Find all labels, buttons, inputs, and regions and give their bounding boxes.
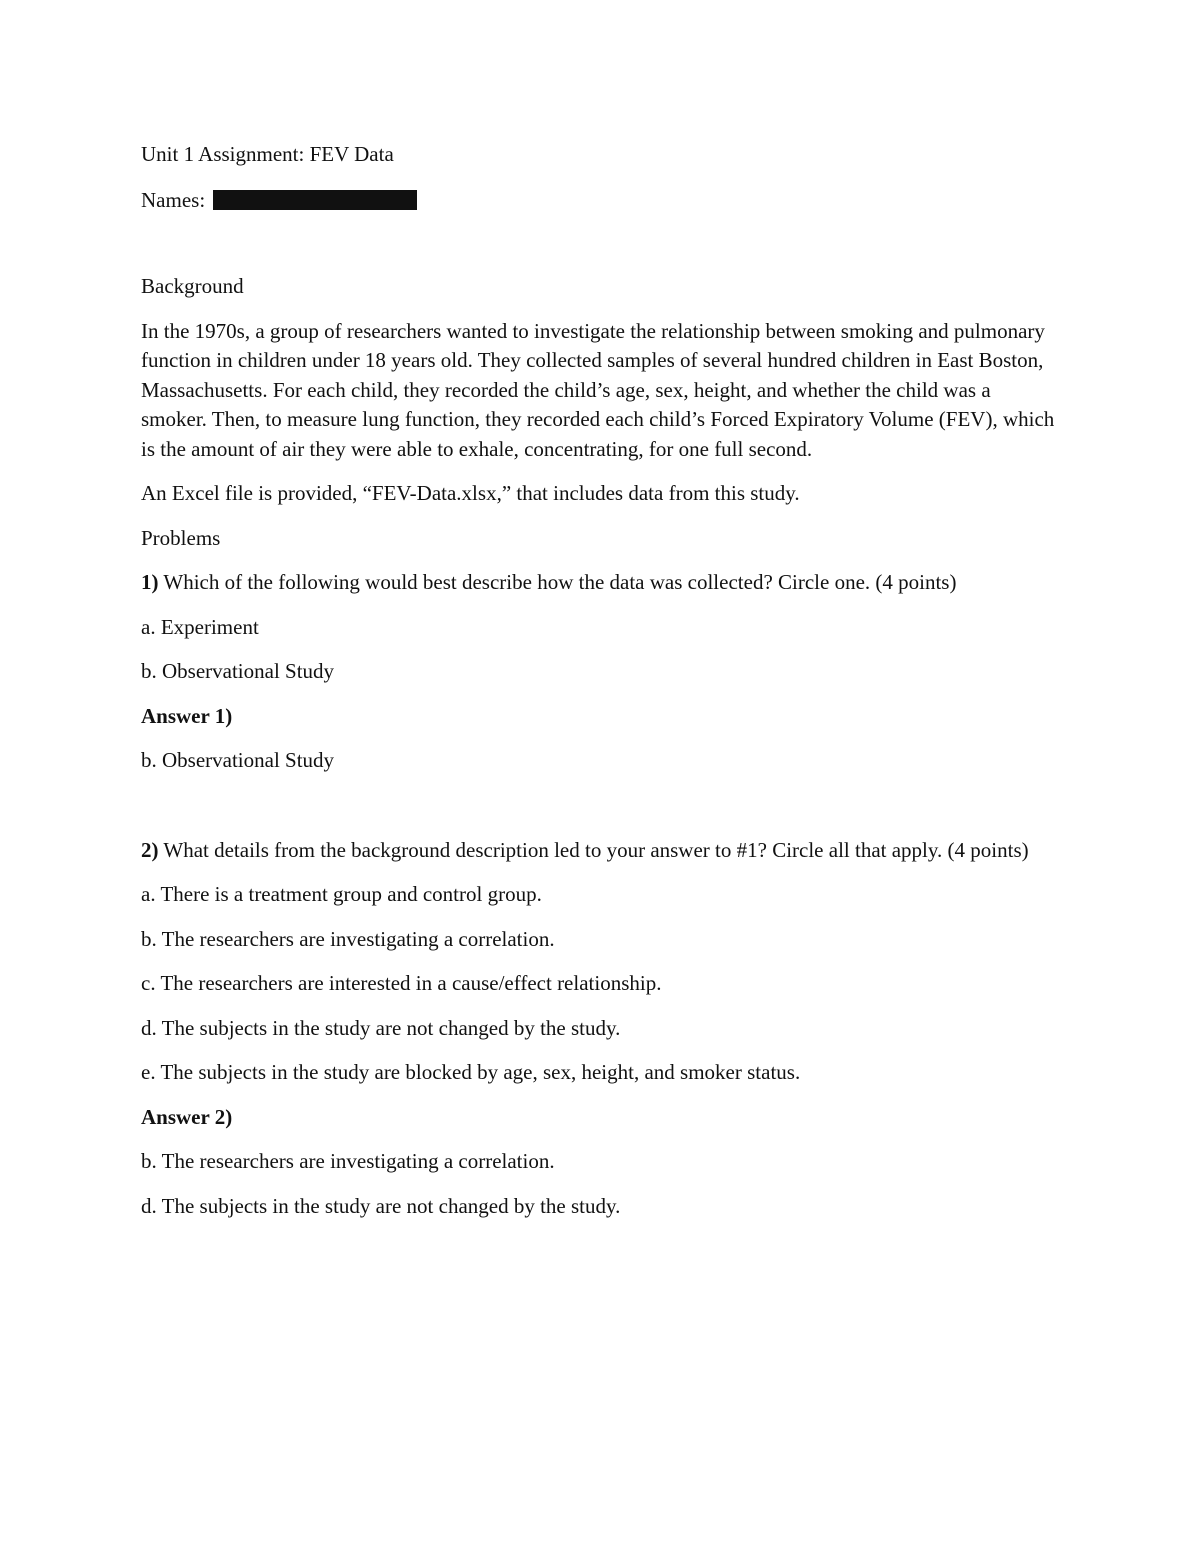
question-2-number: 2) [141, 837, 159, 862]
background-heading: Background [141, 274, 244, 298]
assignment-title: Unit 1 Assignment: FEV Data [141, 142, 394, 166]
question-2-option-e: e. The subjects in the study are blocked by age, sex, height, and smoker status. [141, 1060, 801, 1084]
document-body [141, 140, 1061, 1236]
question-1 [141, 568, 1061, 598]
answer-2-choice-d: d. The subjects in the study are not changed by the study. [141, 1193, 621, 1218]
answer-2-choice-b: b. The researchers are investigating a correlation. [141, 1149, 555, 1173]
answer-1-choice: b. Observational Study [141, 748, 335, 772]
question-2-option-a: a. There is a treatment group and control group. [141, 882, 542, 906]
question-1-option-a: a. Experiment [141, 614, 259, 639]
names-line [141, 186, 1061, 216]
background-paragraph: In the 1970s, a group of researchers wanted to investigate the relationship between smoking and pulmonary function in children under 18 years old. They collected samples of several hundred children in East Boston, Massachusetts. For each child, they recorded the child’s age, sex, height, and whether the child was a smoker. Then, to measure lung function, they recorded each child’s Forced Expiratory Volume (FEV), which is the amount of air they were able to exhale, concentrating, for one full second. [141, 318, 1055, 461]
question-1-text: Which of the following would best describe how the data was collected? Circle one. (4 points) [158, 570, 957, 594]
question-2-text: What details from the background description led to your answer to #1? Circle all that apply. (4 points) [158, 837, 1029, 862]
question-1-option-b: b. Observational Study [141, 659, 335, 683]
answer-1-label: Answer 1) [141, 703, 233, 728]
answer-2-label: Answer 2) [141, 1104, 233, 1129]
question-2 [141, 836, 1061, 866]
question-2-option-b: b. The researchers are investigating a correlation. [141, 926, 555, 951]
problems-heading: Problems [141, 525, 221, 550]
question-1-number: 1) [141, 570, 159, 594]
redacted-name-block [213, 190, 417, 210]
question-2-option-c: c. The researchers are interested in a cause/effect relationship. [141, 971, 662, 995]
names-label: Names: [141, 187, 206, 212]
excel-file-note: An Excel file is provided, “FEV-Data.xlsx,” that includes data from this study. [141, 481, 800, 505]
question-2-option-d: d. The subjects in the study are not changed by the study. [141, 1015, 621, 1040]
